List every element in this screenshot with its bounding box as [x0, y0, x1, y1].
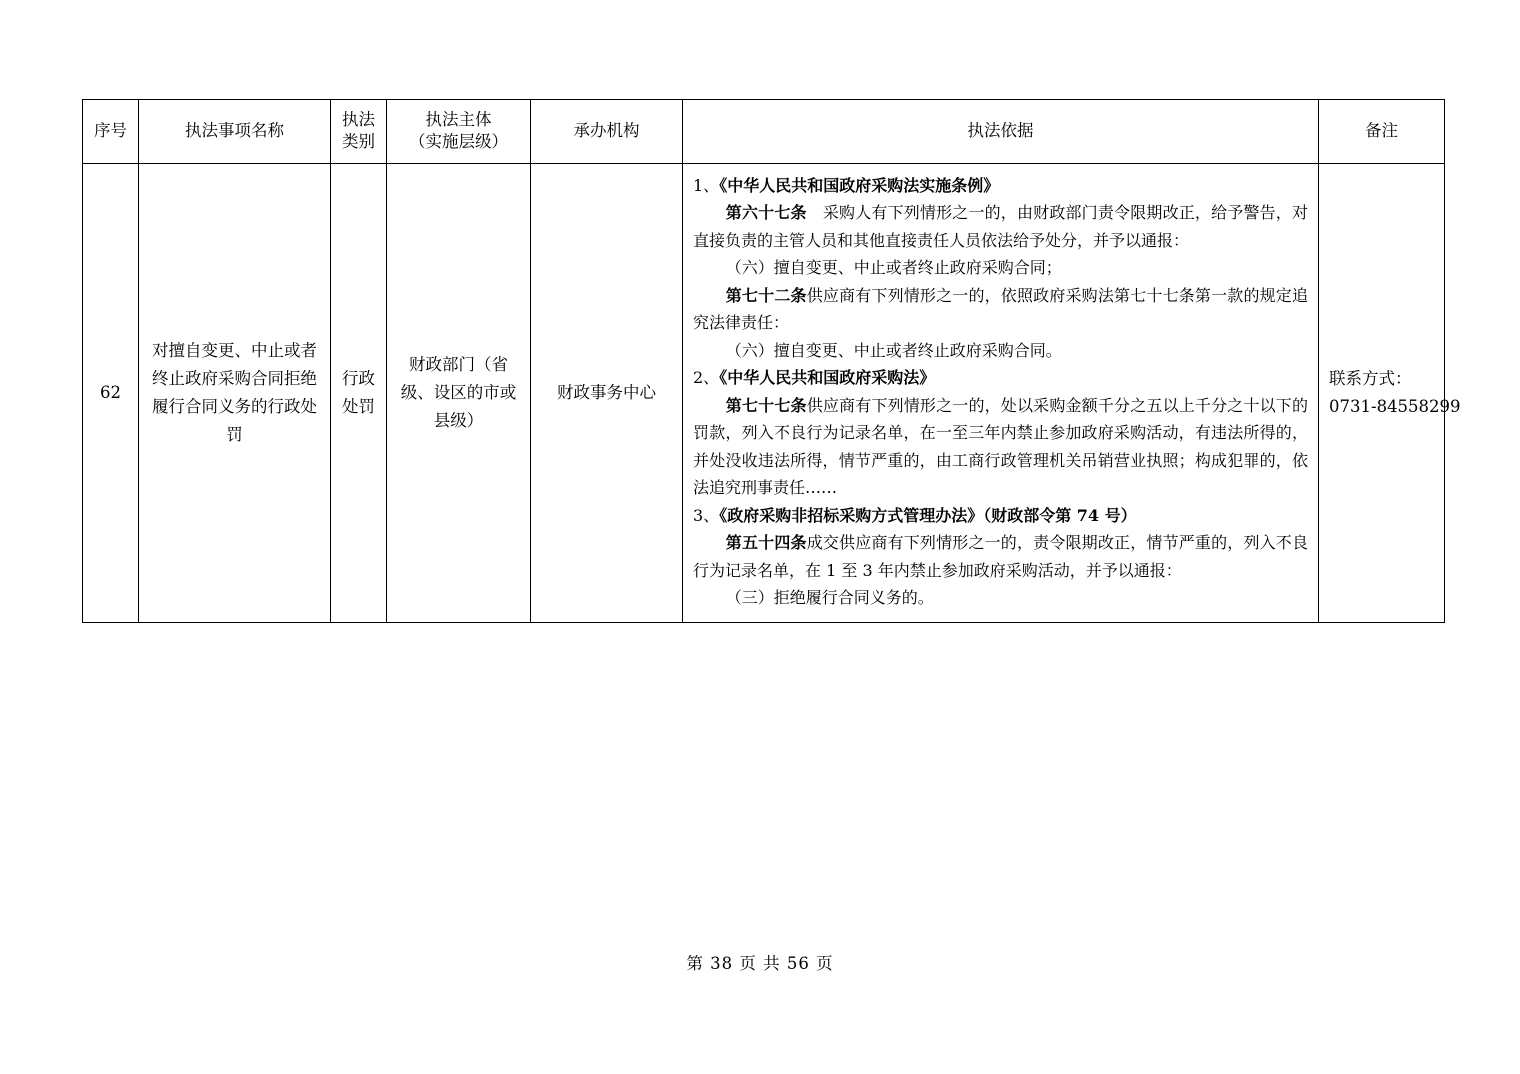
header-subject-line2: （实施层级） — [409, 132, 508, 152]
header-category — [331, 100, 387, 164]
basis-article-paragraph — [693, 529, 1308, 584]
basis-law-name: 《政府采购非招标采购方式管理办法》（财政部令第 74 号） — [719, 505, 1137, 525]
header-remark: 备注 — [1319, 100, 1445, 164]
basis-law-title — [693, 364, 1308, 392]
basis-article-text: （六）擅自变更、中止或者终止政府采购合同。 — [725, 340, 1062, 360]
basis-law-number: 1、 — [693, 175, 720, 195]
basis-law-name: 《中华人民共和国政府采购法》 — [719, 368, 936, 388]
basis-article-text: 成交供应商有下列情形之一的，责令限期改正，情节严重的，列入不良行为记录名单，在 1 至 3 年内禁止参加政府采购活动，并予以通报： — [693, 533, 1308, 580]
cell-no: 62 — [83, 163, 139, 622]
basis-article-text: （三）拒绝履行合同义务的。 — [725, 588, 934, 608]
cell-remark — [1319, 163, 1461, 622]
cell-org: 财政事务中心 — [531, 163, 683, 622]
cell-name: 对擅自变更、中止或者终止政府采购合同拒绝履行合同义务的行政处罚 — [139, 163, 331, 622]
cell-category — [331, 163, 387, 622]
basis-law-number: 3、 — [693, 505, 720, 525]
basis-article-paragraph — [693, 584, 1308, 612]
basis-article-paragraph — [693, 199, 1308, 254]
enforcement-items-table — [82, 99, 1461, 623]
basis-article-paragraph — [693, 254, 1308, 282]
basis-article-text: （六）擅自变更、中止或者终止政府采购合同； — [725, 258, 1062, 278]
basis-list — [693, 172, 1308, 612]
basis-article-number: 第六十七条 — [725, 203, 807, 223]
basis-law-name: 《中华人民共和国政府采购法实施条例》 — [719, 175, 1000, 195]
header-category-line2: 类别 — [342, 132, 375, 152]
cell-category-line1: 行政 — [342, 368, 375, 388]
basis-article-number: 第七十二条 — [725, 285, 807, 305]
basis-law-title — [693, 172, 1308, 200]
basis-law-title — [693, 502, 1308, 530]
basis-article-number: 第五十四条 — [725, 533, 807, 553]
remark-phone: 0731-84558299 — [1329, 396, 1461, 416]
cell-category-line2: 处罚 — [342, 396, 375, 416]
cell-basis — [683, 163, 1319, 622]
remark-label: 联系方式： — [1329, 368, 1412, 388]
basis-article-paragraph — [693, 337, 1308, 365]
basis-article-number: 第七十七条 — [725, 395, 807, 415]
basis-article-text: 供应商有下列情形之一的，处以采购金额千分之五以上千分之十以下的罚款，列入不良行为记录名单，在一至三年内禁止参加政府采购活动，有违法所得的，并处没收违法所得，情节严重的，由工商行政管理机关吊销营业执照；构成犯罪的，依法追究刑事责任…… — [693, 395, 1308, 498]
header-basis: 执法依据 — [683, 100, 1319, 164]
table-header-row — [83, 100, 1445, 164]
header-subject-line1: 执法主体 — [425, 110, 492, 129]
header-subject — [387, 100, 531, 164]
header-no: 序号 — [83, 100, 139, 164]
table-row — [83, 163, 1445, 622]
basis-article-text: 采购人有下列情形之一的，由财政部门责令限期改正，给予警告，对直接负责的主管人员和其他直接责任人员依法给予处分，并予以通报： — [693, 203, 1308, 250]
cell-subject: 财政部门（省级、设区的市或县级） — [387, 163, 531, 622]
basis-article-paragraph — [693, 392, 1308, 502]
page-footer: 第 38 页 共 56 页 — [686, 954, 834, 973]
basis-law-number: 2、 — [693, 368, 720, 388]
basis-article-text: 供应商有下列情形之一的，依照政府采购法第七十七条第一款的规定追究法律责任： — [693, 285, 1308, 333]
header-org: 承办机构 — [531, 100, 683, 164]
header-name: 执法事项名称 — [139, 100, 331, 164]
header-category-line1: 执法 — [342, 110, 375, 129]
basis-article-paragraph — [693, 282, 1308, 337]
